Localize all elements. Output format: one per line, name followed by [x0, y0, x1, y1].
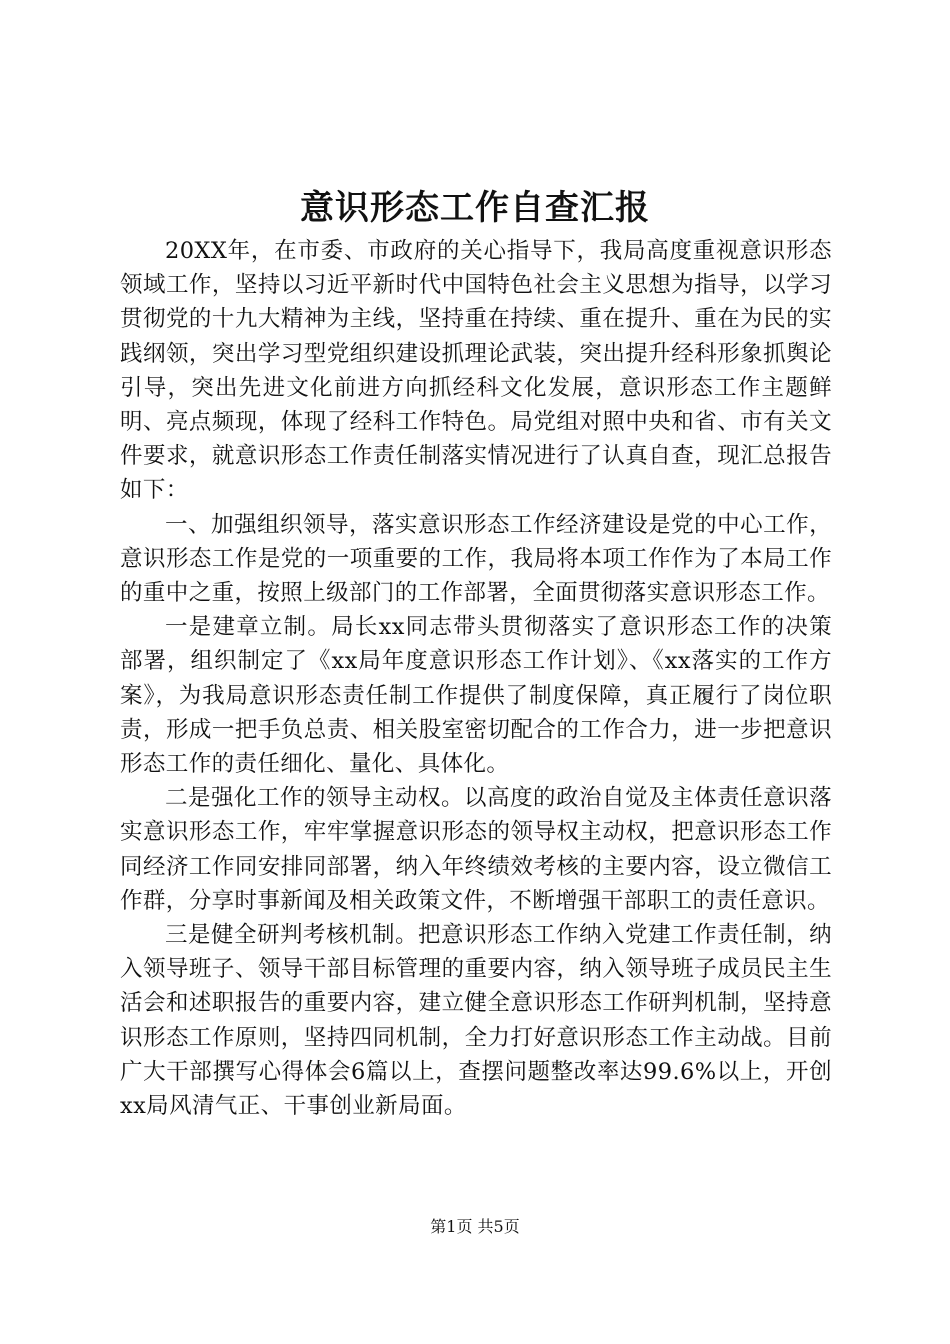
paragraph-section-one: 一、加强组织领导，落实意识形态工作经济建设是党的中心工作，意识形态工作是党的一项重要的工作，我局将本项工作作为了本局工作的重中之重，按照上级部门的工作部署，全面贯彻落实意识形态工作。: [120, 511, 832, 607]
document-body: [120, 234, 832, 1123]
paragraph-intro: 20XX年，在市委、市政府的关心指导下，我局高度重视意识形态领域工作，坚持以习近平新时代中国特色社会主义思想为指导，以学习贯彻党的十九大精神为主线，坚持重在持续、重在提升、重在为民的实践纲领，突出学习型党组织建设抓理论武装，突出提升经科形象抓舆论引导，突出先进文化前进方向抓经科文化发展，意识形态工作主题鲜明、亮点频现，体现了经科工作特色。局党组对照中央和省、市有关文件要求，就意识形态工作责任制落实情况进行了认真自查，现汇总报告如下：: [120, 238, 832, 504]
paragraph-point-one: 一是建章立制。局长xx同志带头贯彻落实了意识形态工作的决策部署，组织制定了《xx局年度意识形态工作计划》、《xx落实的工作方案》，为我局意识形态责任制工作提供了制度保障，真正履行了岗位职责，形成一把手负总责、相关股室密切配合的工作合力，进一步把意识形态工作的责任细化、量化、具体化。: [120, 614, 832, 778]
paragraph-point-two: 二是强化工作的领导主动权。以高度的政治自觉及主体责任意识落实意识形态工作，牢牢掌握意识形态的领导权主动权，把意识形态工作同经济工作同安排同部署，纳入年终绩效考核的主要内容，设立微信工作群，分享时事新闻及相关政策文件，不断增强干部职工的责任意识。: [120, 785, 832, 914]
page-footer: 第1页 共5页: [430, 1217, 520, 1236]
paragraph-point-three: 三是健全研判考核机制。把意识形态工作纳入党建工作责任制，纳入领导班子、领导干部目标管理的重要内容，纳入领导班子成员民主生活会和述职报告的重要内容，建立健全意识形态工作研判机制，坚持意识形态工作原则，坚持四同机制，全力打好意识形态工作主动战。目前广大干部撰写心得体会6篇以上，查摆问题整改率达99.6%以上，开创xx局风清气正、干事创业新局面。: [120, 922, 832, 1120]
document-title: 意识形态工作自查汇报: [300, 188, 650, 228]
